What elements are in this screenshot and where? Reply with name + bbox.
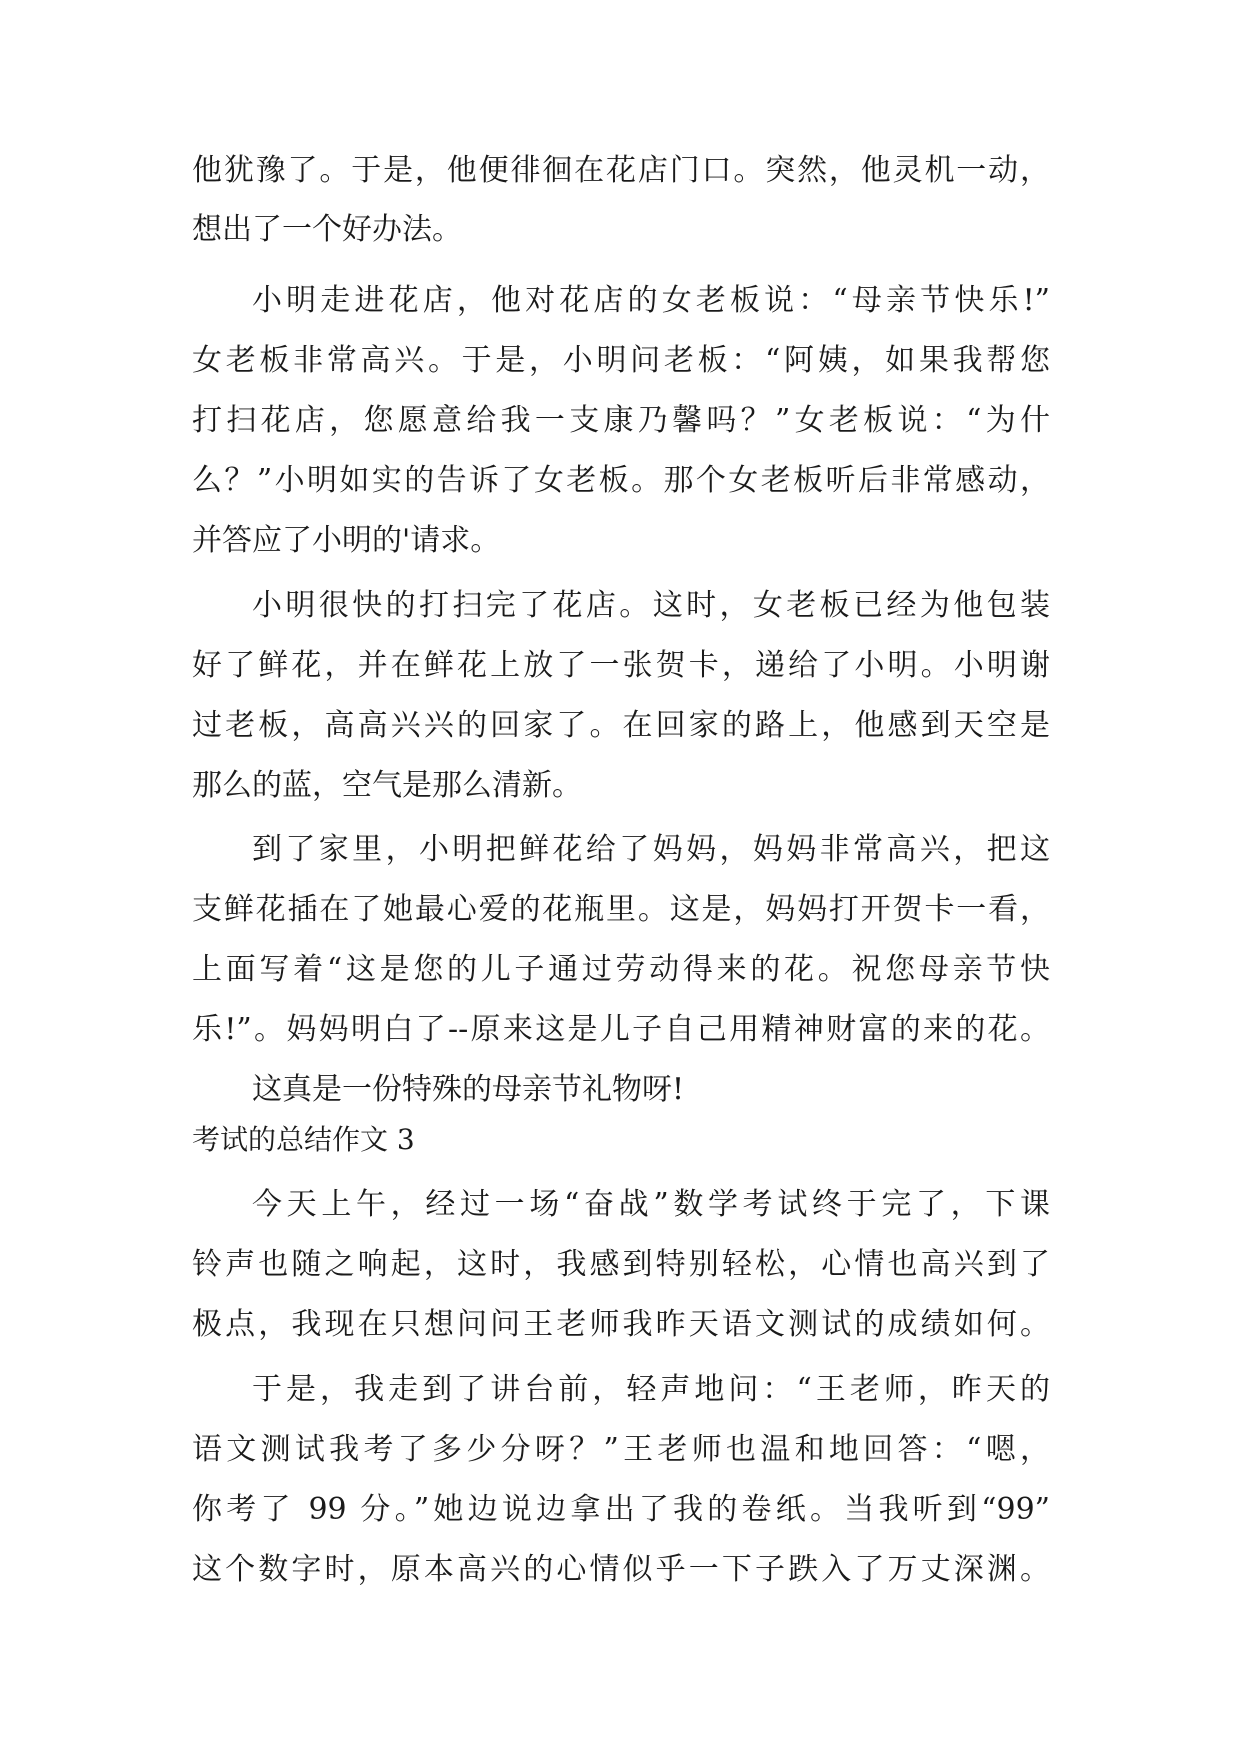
text-line: 这个数字时，原本高兴的心情似乎一下子跌入了万丈深渊。 bbox=[192, 1552, 1050, 1587]
text-line: 女老板非常高兴。于是，小明问老板：“阿姨，如果我帮您 bbox=[192, 343, 1050, 378]
paragraph-first-line: 于是，我走到了讲台前，轻声地问：“王老师，昨天的 bbox=[252, 1372, 1050, 1407]
text-line: 打扫花店，您愿意给我一支康乃馨吗？”女老板说：“为什 bbox=[192, 403, 1050, 438]
paragraph-first-line: 到了家里，小明把鲜花给了妈妈，妈妈非常高兴，把这 bbox=[252, 832, 1050, 867]
text-line: 铃声也随之响起，这时，我感到特别轻松，心情也高兴到了 bbox=[192, 1247, 1050, 1282]
text-line: 他犹豫了。于是，他便徘徊在花店门口。突然，他灵机一动， bbox=[192, 153, 1050, 188]
text-line: 那么的蓝，空气是那么清新。 bbox=[192, 768, 582, 803]
text-line: 并答应了小明的'请求。 bbox=[192, 523, 501, 558]
paragraph-first-line: 这真是一份特殊的母亲节礼物呀! bbox=[252, 1072, 685, 1107]
paragraph-first-line: 小明走进花店，他对花店的女老板说：“母亲节快乐!” bbox=[252, 283, 1050, 318]
paragraph-first-line: 今天上午，经过一场“奋战”数学考试终于完了，下课 bbox=[252, 1187, 1050, 1222]
text-line: 上面写着“这是您的儿子通过劳动得来的花。祝您母亲节快 bbox=[192, 952, 1050, 987]
text-line: 乐!”。妈妈明白了--原来这是儿子自己用精神财富的来的花。 bbox=[192, 1012, 1050, 1047]
text-line: 想出了一个好办法。 bbox=[192, 212, 462, 247]
paragraph-first-line: 小明很快的打扫完了花店。这时，女老板已经为他包装 bbox=[252, 588, 1050, 623]
text-line: 极点，我现在只想问问王老师我昨天语文测试的成绩如何。 bbox=[192, 1307, 1050, 1342]
text-line: 过老板，高高兴兴的回家了。在回家的路上，他感到天空是 bbox=[192, 708, 1050, 743]
text-line: 么？”小明如实的告诉了女老板。那个女老板听后非常感动， bbox=[192, 463, 1050, 498]
text-line: 好了鲜花，并在鲜花上放了一张贺卡，递给了小明。小明谢 bbox=[192, 648, 1050, 683]
text-line: 语文测试我考了多少分呀？”王老师也温和地回答：“嗯， bbox=[192, 1432, 1050, 1467]
text-line: 你考了 99 分。”她边说边拿出了我的卷纸。当我听到“99” bbox=[192, 1492, 1050, 1527]
section-heading: 考试的总结作文 3 bbox=[192, 1123, 415, 1156]
text-line: 支鲜花插在了她最心爱的花瓶里。这是，妈妈打开贺卡一看， bbox=[192, 892, 1050, 927]
